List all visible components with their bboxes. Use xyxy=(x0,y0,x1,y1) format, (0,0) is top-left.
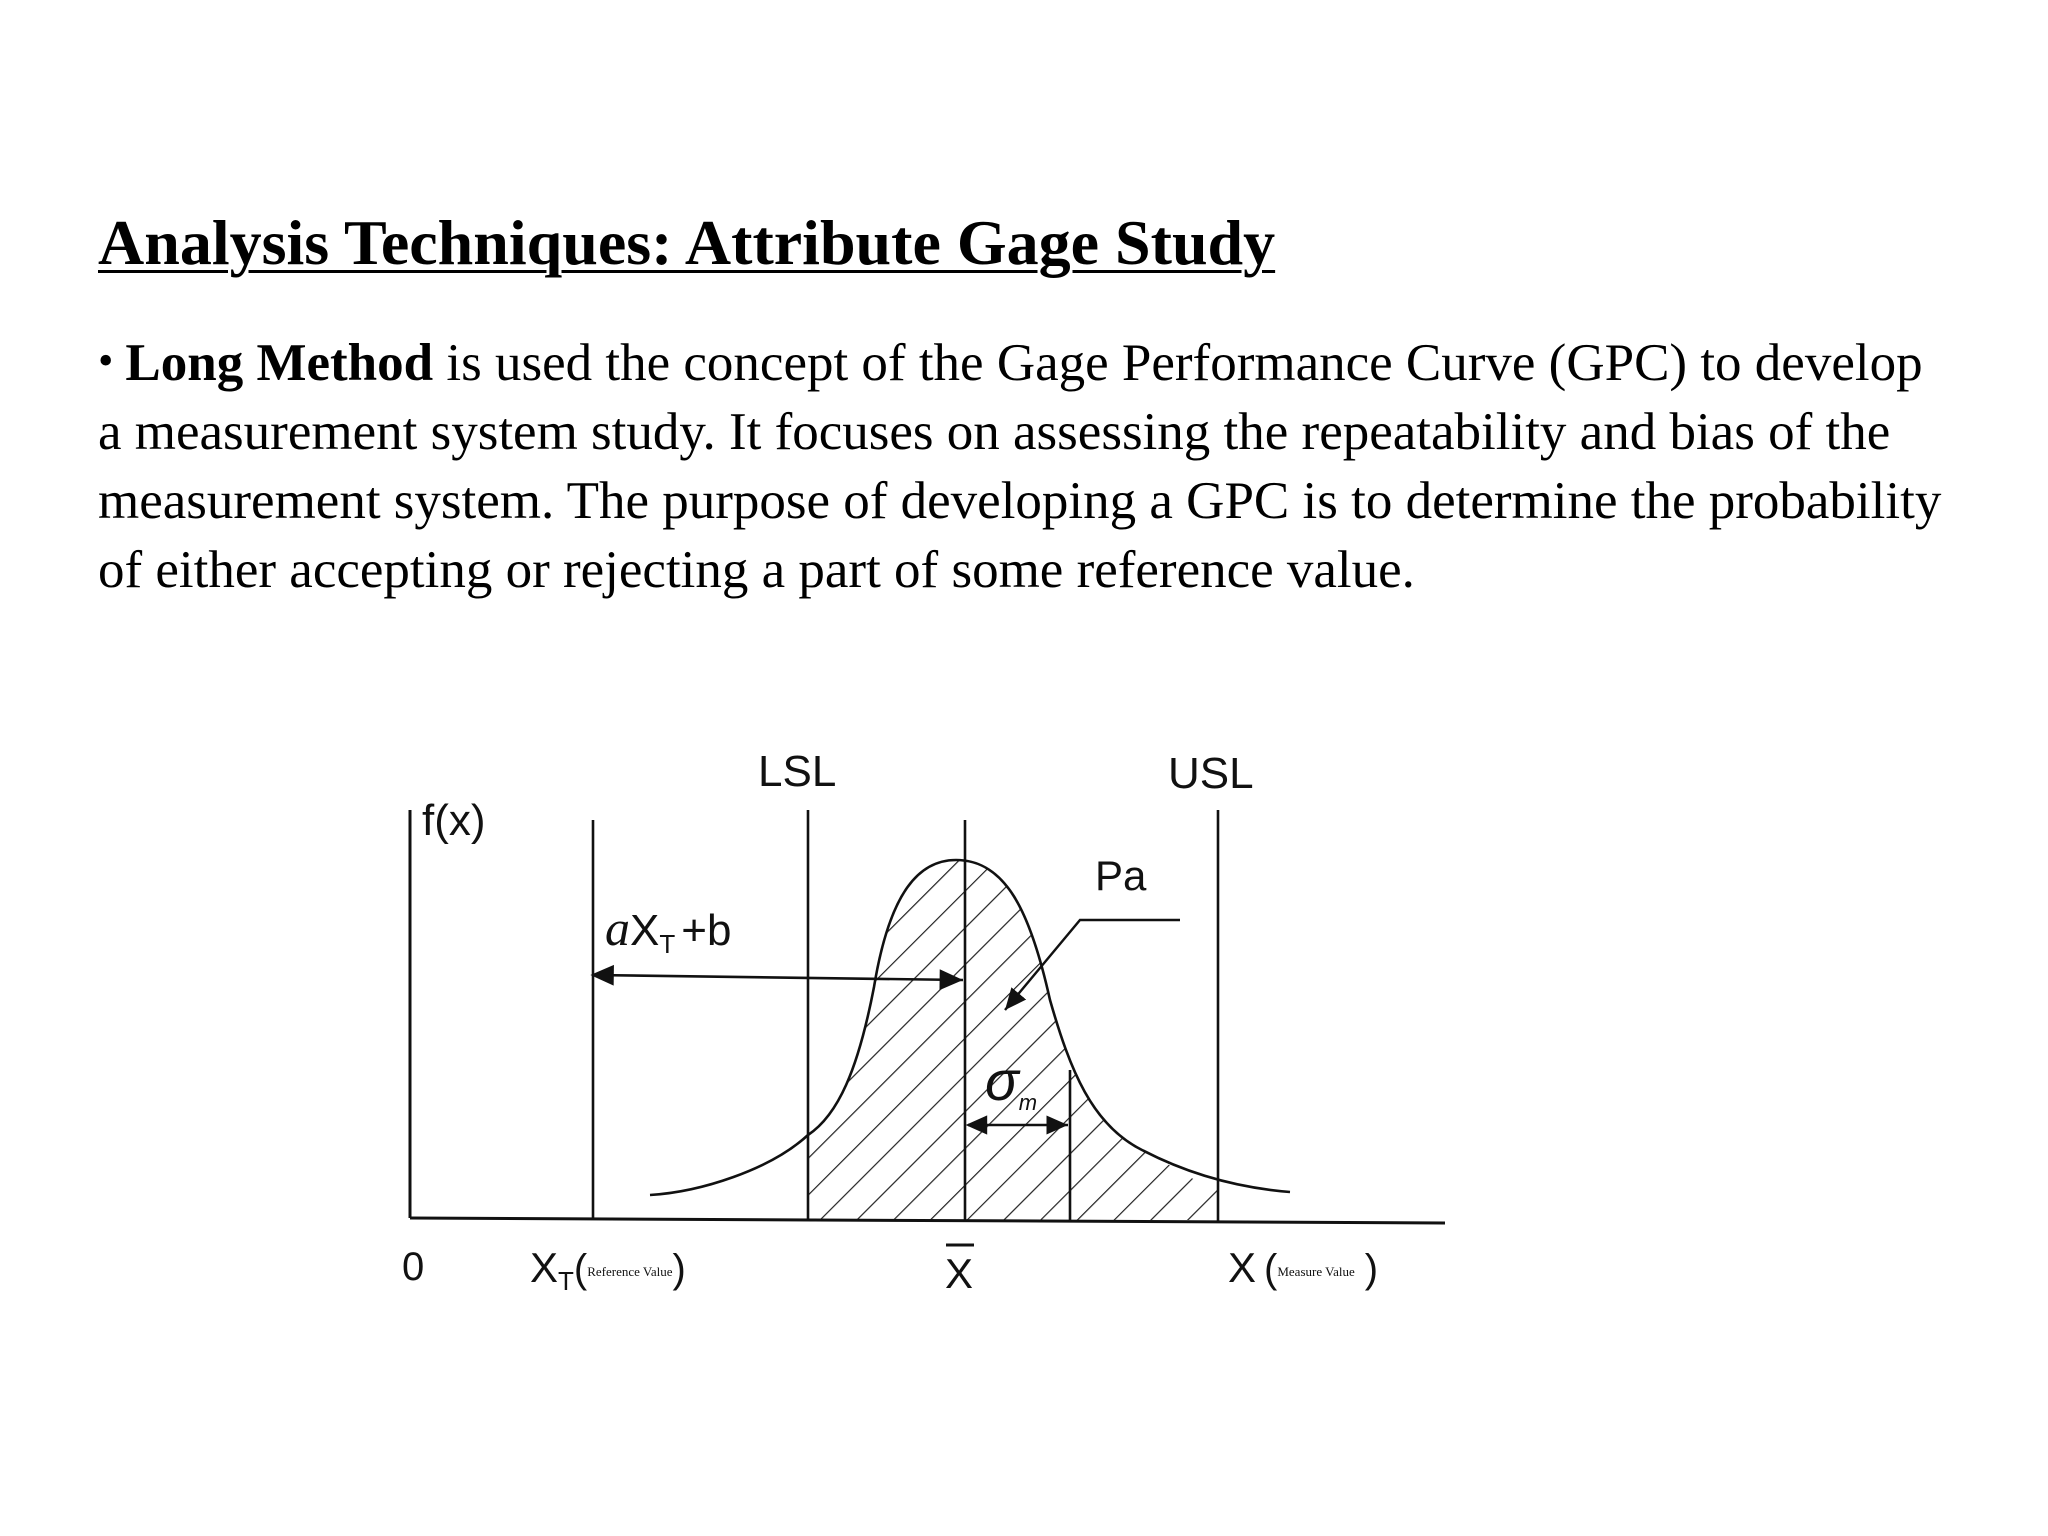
usl-label: USL xyxy=(1168,749,1254,798)
bias-label-b: +b xyxy=(681,906,732,955)
x-note-close: ) xyxy=(1364,1247,1379,1291)
xt-note-close: ) xyxy=(672,1247,686,1291)
bias-label xyxy=(605,900,731,959)
x-note-open: ( xyxy=(1264,1247,1278,1291)
x-letter: X xyxy=(1228,1244,1257,1291)
xt-subscript: T xyxy=(558,1266,574,1296)
origin-label: 0 xyxy=(402,1245,425,1289)
gage-performance-diagram xyxy=(380,740,1520,1320)
xt-axis-label xyxy=(530,1244,686,1296)
bullet-marker: • xyxy=(98,336,114,385)
xbar-label: X xyxy=(945,1250,974,1297)
x-axis-label xyxy=(1228,1244,1378,1291)
bias-label-sub: T xyxy=(659,929,676,959)
y-axis-label: f(x) xyxy=(422,796,486,845)
sigma-sub: m xyxy=(1018,1090,1038,1115)
bias-label-x: X xyxy=(630,906,660,955)
xt-note-open: ( xyxy=(573,1247,588,1291)
bullet-paragraph xyxy=(98,326,1958,605)
xt-letter: X xyxy=(530,1244,559,1291)
acceptance-area xyxy=(808,860,1218,1220)
xt-note: Reference Value xyxy=(587,1264,673,1279)
pa-label: Pa xyxy=(1095,852,1147,899)
slide-title: Analysis Techniques: Attribute Gage Study xyxy=(98,207,1276,278)
long-method-term: Long Method xyxy=(125,334,434,392)
bias-label-a: a xyxy=(605,900,630,956)
sigma-symbol: σ xyxy=(985,1049,1019,1112)
lsl-label: LSL xyxy=(758,747,837,796)
x-note: Measure Value xyxy=(1277,1264,1355,1279)
bullet-body-text: is used the concept of the Gage Performance Curve (GPC) to develop a measurement system study. It focuses on assessing the repeatability and bias of the measurement system. The purpose of developing a GPC is to determine the probability of either accepting or rejecting a part of some reference value. xyxy=(98,334,1942,599)
